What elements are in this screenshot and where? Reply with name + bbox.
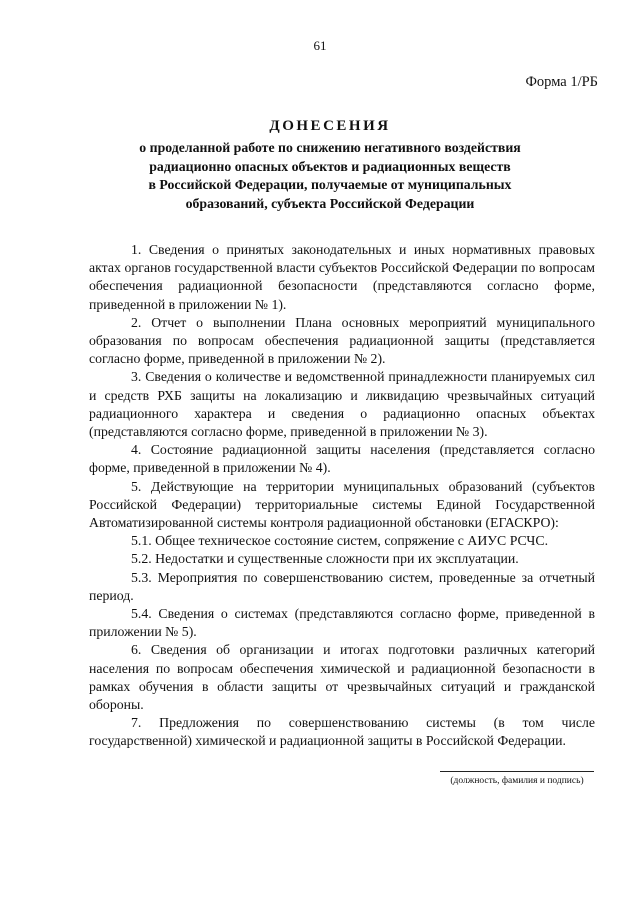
- title-line: образований, субъекта Российской Федерации: [185, 195, 475, 211]
- title-line: в Российской Федерации, получаемые от муниципальных: [148, 177, 512, 192]
- paragraph-6: 6. Сведения об организации и итогах подготовки различных категорий населения по вопросам обеспечения химической и радиационной безопасности в рамках обучения в области защиты от чрезвычайных ситуаций и гражданской обороны.: [89, 642, 595, 713]
- form-label: Форма 1/РБ: [525, 74, 598, 90]
- paragraph-1: 1. Сведения о принятых законодательных и иных нормативных правовых актах органов государственной власти субъектов Российской Федерации по вопросам обеспечения радиационной безопасности (представляются согласно форме, приведенной в приложении № 1).: [89, 242, 595, 312]
- signature-block: [440, 771, 594, 786]
- paragraph-3: 3. Сведения о количестве и ведомственной принадлежности планируемых сил и средств РХБ защиты на локализацию и ликвидацию чрезвычайных ситуаций радиационного характера и сведения о радиационно опасных объектах (представляются согласно форме, приведенной в приложении № 3).: [89, 369, 595, 440]
- signature-caption: (должность, фамилия и подпись): [450, 776, 584, 786]
- paragraph-5-1: 5.1. Общее техническое состояние систем, сопряжение с АИУС РСЧС.: [131, 533, 549, 549]
- paragraph-5-3: 5.3. Мероприятия по совершенствованию систем, проведенные за отчетный период.: [89, 569, 595, 603]
- title-heading: ДОНЕСЕНИЯ: [269, 118, 391, 134]
- title-line: радиационно опасных объектов и радиационных веществ: [149, 158, 511, 174]
- signature-line: [440, 771, 594, 772]
- title-line: о проделанной работе по снижению негативного воздействия: [139, 140, 521, 155]
- paragraph-2: 2. Отчет о выполнении Плана основных мероприятий муниципального образования по вопросам обеспечения радиационной защиты (представляется согласно форме, приведенной в приложении № 2).: [89, 314, 595, 367]
- document-title: [60, 118, 600, 213]
- paragraph-7: 7. Предложения по совершенствованию системы (в том числе государственной) химической и радиационной защиты в Российской Федерации.: [89, 715, 595, 749]
- paragraph-4: 4. Состояние радиационной защиты населения (представляется согласно форме, приведенной в приложении № 4).: [89, 442, 595, 476]
- paragraph-5: 5. Действующие на территории муниципальных образований (субъектов Российской Федерации) территориальные системы Единой Государственной Автоматизированной системы контроля радиационной обстановки (ЕГАСКРО):: [89, 478, 595, 531]
- document-body: [89, 241, 595, 751]
- paragraph-5-4: 5.4. Сведения о системах (представляются согласно форме, приведенной в приложении № 5).: [89, 606, 595, 640]
- paragraph-5-2: 5.2. Недостатки и существенные сложности при их эксплуатации.: [131, 551, 519, 567]
- page-number: 61: [313, 38, 327, 53]
